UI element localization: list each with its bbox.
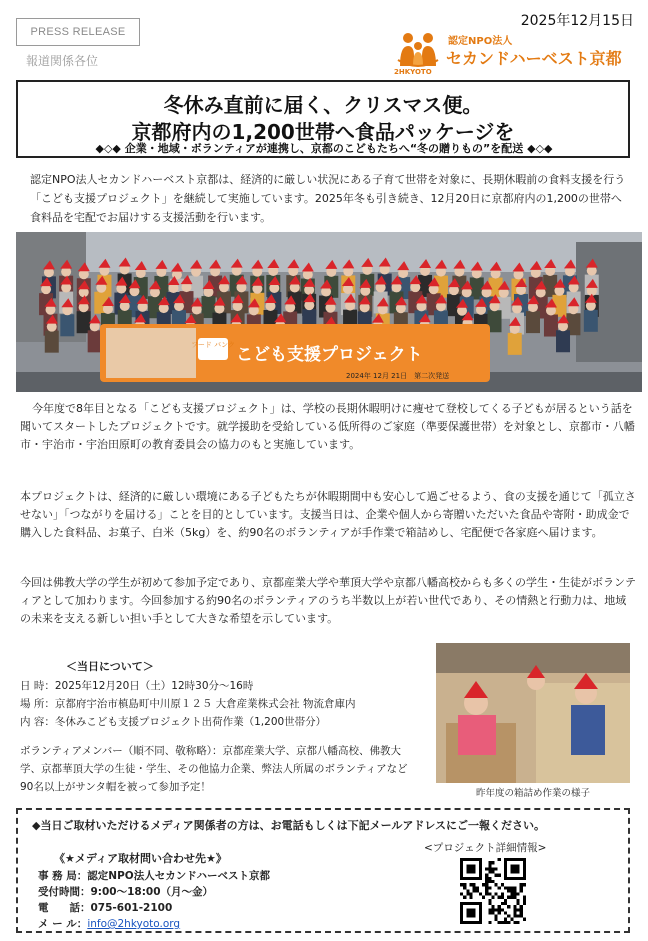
qr-module: [504, 874, 507, 877]
qr-module: [473, 883, 476, 886]
qr-module: [513, 893, 516, 896]
qr-module: [491, 861, 494, 864]
qr-module: [488, 908, 491, 911]
qr-module: [479, 874, 482, 877]
qr-module: [469, 864, 472, 867]
qr-module: [507, 889, 510, 892]
qr-module: [488, 911, 491, 914]
banner-small-text: フード バンク: [191, 341, 235, 349]
qr-module: [498, 905, 501, 908]
qr-module: [473, 921, 476, 924]
qr-module: [495, 908, 498, 911]
logo-english-text: 2HKYOTO: [394, 68, 432, 76]
qr-module: [495, 915, 498, 918]
qr-module: [479, 871, 482, 874]
qr-module: [501, 902, 504, 905]
qr-module: [485, 886, 488, 889]
qr-module: [498, 886, 501, 889]
qr-module: [504, 871, 507, 874]
volunteer-body: [556, 330, 570, 352]
qr-module: [523, 883, 526, 886]
qr-module: [460, 905, 463, 908]
qr-module: [520, 877, 523, 880]
event-place: 場 所：京都府宇治市槙島町中川原１２５ 大倉産業株式会社 物流倉庫内: [20, 698, 356, 710]
qr-module: [507, 877, 510, 880]
qr-module: [482, 896, 485, 899]
packing-photo: [436, 643, 630, 783]
qr-module: [501, 896, 504, 899]
banner-title: こども支援プロジェクト: [236, 345, 423, 365]
qr-module: [513, 858, 516, 861]
qr-module: [495, 893, 498, 896]
qr-module: [504, 902, 507, 905]
qr-module: [501, 893, 504, 896]
qr-module: [510, 889, 513, 892]
qr-module: [466, 871, 469, 874]
qr-module: [469, 877, 472, 880]
volunteer-body: [544, 315, 558, 337]
qr-module: [473, 889, 476, 892]
qr-module: [460, 883, 463, 886]
qr-module: [479, 918, 482, 921]
qr-module: [501, 908, 504, 911]
qr-module: [488, 871, 491, 874]
qr-module: [491, 896, 494, 899]
qr-module: [469, 867, 472, 870]
qr-module: [513, 867, 516, 870]
qr-module: [504, 911, 507, 914]
qr-module: [473, 877, 476, 880]
qr-module: [460, 858, 463, 861]
qr-module: [473, 908, 476, 911]
qr-module: [473, 858, 476, 861]
qr-module: [488, 902, 491, 905]
recipient-line: 報道関係各位: [26, 54, 99, 68]
qr-module: [510, 893, 513, 896]
qr-module: [520, 858, 523, 861]
qr-module: [485, 889, 488, 892]
qr-module: [460, 915, 463, 918]
group-photo: [16, 232, 642, 392]
qr-module: [513, 921, 516, 924]
qr-module: [469, 908, 472, 911]
body-paragraph-2: 本プロジェクトは、経済的に厳しい環境にある子どもたちが休暇期間中も安心して過ごせるよう、食の支援を通じて「孤立させない」「つながりを届ける」ことを目的としています。支援当日は、企業や個人から寄贈いただいた食品や寄附・助成金で購入した食料品、お菓子、白米（5kg）を、約90名のボランティアが手作業で箱詰めし、宅配便で各家庭へ届けます。: [20, 490, 636, 539]
body-paragraph-1: 今年度で8年目となる「こども支援プロジェクト」は、学校の長期休暇明けに痩せて登校してくる子どもが居るという話を聞いてスタートしたプロジェクトです。就学援助を受給している低所得のご家庭（準要保護世帯）を対象とし、京都市・八幡市・宇治市・宇治田原町の教育委員会の協力のもと実施しています。: [20, 402, 635, 451]
qr-module: [513, 871, 516, 874]
qr-module: [466, 867, 469, 870]
volunteer-members: ボランティアメンバー（順不同、敬称略）：京都産業大学、京都八幡高校、佛教大学、京都華頂大学の生徒・学生、その他協力企業、弊法人所属のボランティアなど90名以上がサンタ帽を被って参加予定！: [20, 745, 408, 793]
qr-module: [491, 905, 494, 908]
qr-module: [488, 864, 491, 867]
volunteer-body: [508, 333, 522, 355]
volunteer-body: [584, 310, 598, 332]
qr-module: [488, 893, 491, 896]
qr-label: <プロジェクト詳細情報>: [424, 842, 547, 854]
qr-module: [520, 915, 523, 918]
qr-module: [466, 915, 469, 918]
qr-module: [517, 867, 520, 870]
qr-module: [485, 867, 488, 870]
qr-module: [517, 871, 520, 874]
qr-module: [517, 915, 520, 918]
qr-module: [507, 921, 510, 924]
qr-module: [517, 877, 520, 880]
qr-module: [523, 902, 526, 905]
qr-module: [479, 864, 482, 867]
qr-module: [504, 899, 507, 902]
volunteer-body: [77, 311, 91, 333]
qr-module: [507, 886, 510, 889]
qr-module: [520, 886, 523, 889]
qr-module: [498, 896, 501, 899]
qr-module: [517, 908, 520, 911]
qr-module: [495, 918, 498, 921]
qr-module: [479, 858, 482, 861]
qr-module: [523, 899, 526, 902]
qr-module: [488, 867, 491, 870]
contact-email-label: メ ー ル：: [38, 918, 88, 930]
qr-module: [479, 867, 482, 870]
qr-module: [460, 871, 463, 874]
qr-module: [523, 877, 526, 880]
event-day-heading: ＜当日について＞: [66, 660, 154, 673]
qr-module: [469, 858, 472, 861]
qr-module: [501, 921, 504, 924]
qr-module: [513, 905, 516, 908]
qr-module: [510, 877, 513, 880]
qr-module: [488, 880, 491, 883]
qr-module: [473, 915, 476, 918]
qr-module: [501, 883, 504, 886]
qr-module: [517, 899, 520, 902]
qr-module: [513, 908, 516, 911]
qr-module: [488, 861, 491, 864]
qr-module: [466, 858, 469, 861]
qr-module: [460, 918, 463, 921]
headline-line-2: 京都府内の1,200世帯へ食品パッケージを: [131, 120, 515, 144]
qr-module: [488, 899, 491, 902]
qr-module: [504, 886, 507, 889]
qr-module: [460, 874, 463, 877]
event-content: 内 容：冬休みこども支援プロジェクト出荷作業（1,200世帯分）: [20, 716, 327, 728]
qr-module: [460, 908, 463, 911]
contact-email-row: [38, 916, 180, 931]
qr-module: [523, 874, 526, 877]
qr-module: [495, 867, 498, 870]
qr-module: [513, 889, 516, 892]
qr-module: [469, 911, 472, 914]
qr-module: [504, 858, 507, 861]
qr-module: [460, 867, 463, 870]
qr-module: [488, 886, 491, 889]
qr-module: [485, 880, 488, 883]
qr-module: [469, 871, 472, 874]
qr-module: [520, 911, 523, 914]
qr-module: [513, 896, 516, 899]
qr-module: [463, 921, 466, 924]
lead-paragraph: 認定NPO法人セカンドハーベスト京都は、経済的に厳しい状況にある子育て世帯を対象に、長期休暇前の食料支援を行う「こども支援プロジェクト」を継続して実施しています。2025年冬も引き続き、12月20日に京都府内の1,200の世帯へ食料品を宅配でお届けする支援活動を行います。: [30, 173, 626, 224]
qr-module: [491, 880, 494, 883]
qr-module: [517, 893, 520, 896]
qr-module: [504, 877, 507, 880]
press-release-badge: PRESS RELEASE: [16, 18, 140, 46]
qr-module: [476, 886, 479, 889]
qr-module: [523, 918, 526, 921]
qr-module: [466, 877, 469, 880]
qr-module: [479, 921, 482, 924]
packing-photo-caption: 昨年度の箱詰め作業の様子: [475, 788, 590, 799]
qr-module: [469, 896, 472, 899]
qr-module: [523, 861, 526, 864]
qr-module: [466, 921, 469, 924]
qr-module: [510, 886, 513, 889]
qr-module: [504, 864, 507, 867]
media-contact-box: [16, 808, 630, 933]
qr-module: [485, 883, 488, 886]
qr-module: [460, 893, 463, 896]
contact-office: 事 務 局：認定NPO法人セカンドハーベスト京都: [38, 870, 271, 882]
qr-module: [523, 867, 526, 870]
qr-module: [510, 864, 513, 867]
qr-module: [479, 911, 482, 914]
qr-module: [513, 877, 516, 880]
contact-hours: 受付時間：9:00～18:00（月～金）: [38, 886, 214, 898]
qr-module: [479, 861, 482, 864]
qr-module: [498, 911, 501, 914]
qr-module: [479, 908, 482, 911]
qr-module: [463, 896, 466, 899]
qr-module: [510, 867, 513, 870]
qr-module: [498, 908, 501, 911]
organization-logo: [394, 30, 644, 78]
qr-module: [479, 902, 482, 905]
qr-module: [517, 921, 520, 924]
qr-module: [488, 921, 491, 924]
event-datetime: 日 時：2025年12月20日（土）12時30分～16時: [20, 680, 254, 692]
qr-module: [469, 921, 472, 924]
qr-module: [460, 911, 463, 914]
media-contact-heading: 《★メディア取材問い合わせ先★》: [54, 852, 227, 865]
qr-module: [491, 867, 494, 870]
qr-module: [479, 877, 482, 880]
qr-module: [495, 883, 498, 886]
qr-module: [498, 858, 501, 861]
qr-module: [463, 902, 466, 905]
qr-module: [466, 908, 469, 911]
qr-module: [476, 902, 479, 905]
qr-code-icon[interactable]: [460, 858, 526, 924]
qr-module: [460, 921, 463, 924]
volunteer-body: [526, 311, 540, 333]
qr-module: [520, 883, 523, 886]
volunteer-body: [60, 314, 74, 336]
qr-module: [523, 896, 526, 899]
qr-module: [479, 893, 482, 896]
qr-module: [520, 889, 523, 892]
qr-module: [507, 858, 510, 861]
qr-module: [504, 918, 507, 921]
qr-module: [469, 915, 472, 918]
qr-module: [469, 893, 472, 896]
qr-module: [473, 871, 476, 874]
qr-module: [466, 902, 469, 905]
qr-module: [507, 896, 510, 899]
contact-phone: 電 話：075-601-2100: [38, 902, 173, 914]
qr-module: [523, 858, 526, 861]
qr-module: [504, 867, 507, 870]
qr-module: [473, 886, 476, 889]
qr-module: [485, 893, 488, 896]
body-paragraph-3: 今回は佛教大学の学生が初めて参加予定であり、京都産業大学や華頂大学や京都八幡高校からも多くの学生・生徒がボランティアとして加わります。今回参加する約90名のボランティアのうち半数以上が若い世代であり、その情熱と行動力は、地域の未来を支える新しい担い手として大きな希望を示しています。: [20, 576, 636, 625]
qr-module: [517, 902, 520, 905]
volunteer-body: [45, 331, 59, 353]
qr-module: [517, 858, 520, 861]
qr-module: [476, 889, 479, 892]
qr-module: [498, 921, 501, 924]
qr-module: [463, 858, 466, 861]
qr-module: [491, 908, 494, 911]
qr-module: [463, 877, 466, 880]
qr-module: [476, 877, 479, 880]
qr-module: [520, 908, 523, 911]
qr-module: [460, 861, 463, 864]
media-contact-note: ◆当日ご取材いただけるメディア関係者の方は、お電話もしくは下記メールアドレスにご一報ください。: [32, 819, 546, 832]
banner-date: 2024年 12月 21日 第二次発送: [346, 372, 450, 380]
qr-module: [523, 864, 526, 867]
qr-module: [513, 886, 516, 889]
qr-module: [510, 918, 513, 921]
qr-module: [482, 883, 485, 886]
qr-module: [510, 858, 513, 861]
qr-module: [507, 905, 510, 908]
qr-module: [491, 911, 494, 914]
qr-module: [466, 864, 469, 867]
qr-module: [507, 915, 510, 918]
subheadline: ◆◇◆ 企業・地域・ボランティアが連携し、京都のこどもたちへ“冬の贈りもの”を配送 ◆◇◆: [95, 142, 553, 155]
qr-module: [466, 889, 469, 892]
qr-module: [473, 911, 476, 914]
qr-module: [473, 864, 476, 867]
qr-module: [466, 911, 469, 914]
release-date: 2025年12月15日: [520, 13, 634, 29]
qr-module: [469, 883, 472, 886]
qr-module: [510, 896, 513, 899]
qr-module: [513, 864, 516, 867]
qr-module: [460, 902, 463, 905]
qr-module: [476, 858, 479, 861]
qr-module: [473, 867, 476, 870]
qr-module: [460, 864, 463, 867]
qr-module: [504, 861, 507, 864]
qr-module: [517, 864, 520, 867]
qr-module: [513, 915, 516, 918]
qr-module: [498, 874, 501, 877]
qr-module: [510, 871, 513, 874]
volunteer-body: [88, 330, 102, 352]
qr-module: [520, 905, 523, 908]
qr-module: [485, 877, 488, 880]
qr-module: [513, 911, 516, 914]
qr-module: [495, 874, 498, 877]
qr-module: [463, 883, 466, 886]
qr-module: [463, 886, 466, 889]
headline-line-1: 冬休み直前に届く、クリスマス便。: [163, 93, 483, 117]
logo-subtitle: 認定NPO法人: [448, 36, 513, 47]
qr-module: [460, 877, 463, 880]
qr-module: [504, 921, 507, 924]
qr-module: [491, 871, 494, 874]
qr-module: [466, 893, 469, 896]
qr-module: [485, 874, 488, 877]
qr-module: [523, 871, 526, 874]
qr-module: [479, 905, 482, 908]
logo-name: セカンドハーベスト京都: [446, 49, 622, 68]
qr-module: [488, 877, 491, 880]
qr-module: [469, 902, 472, 905]
qr-module: [479, 915, 482, 918]
contact-email-link[interactable]: info@2hkyoto.org: [87, 918, 181, 930]
qr-module: [473, 902, 476, 905]
qr-module: [476, 921, 479, 924]
